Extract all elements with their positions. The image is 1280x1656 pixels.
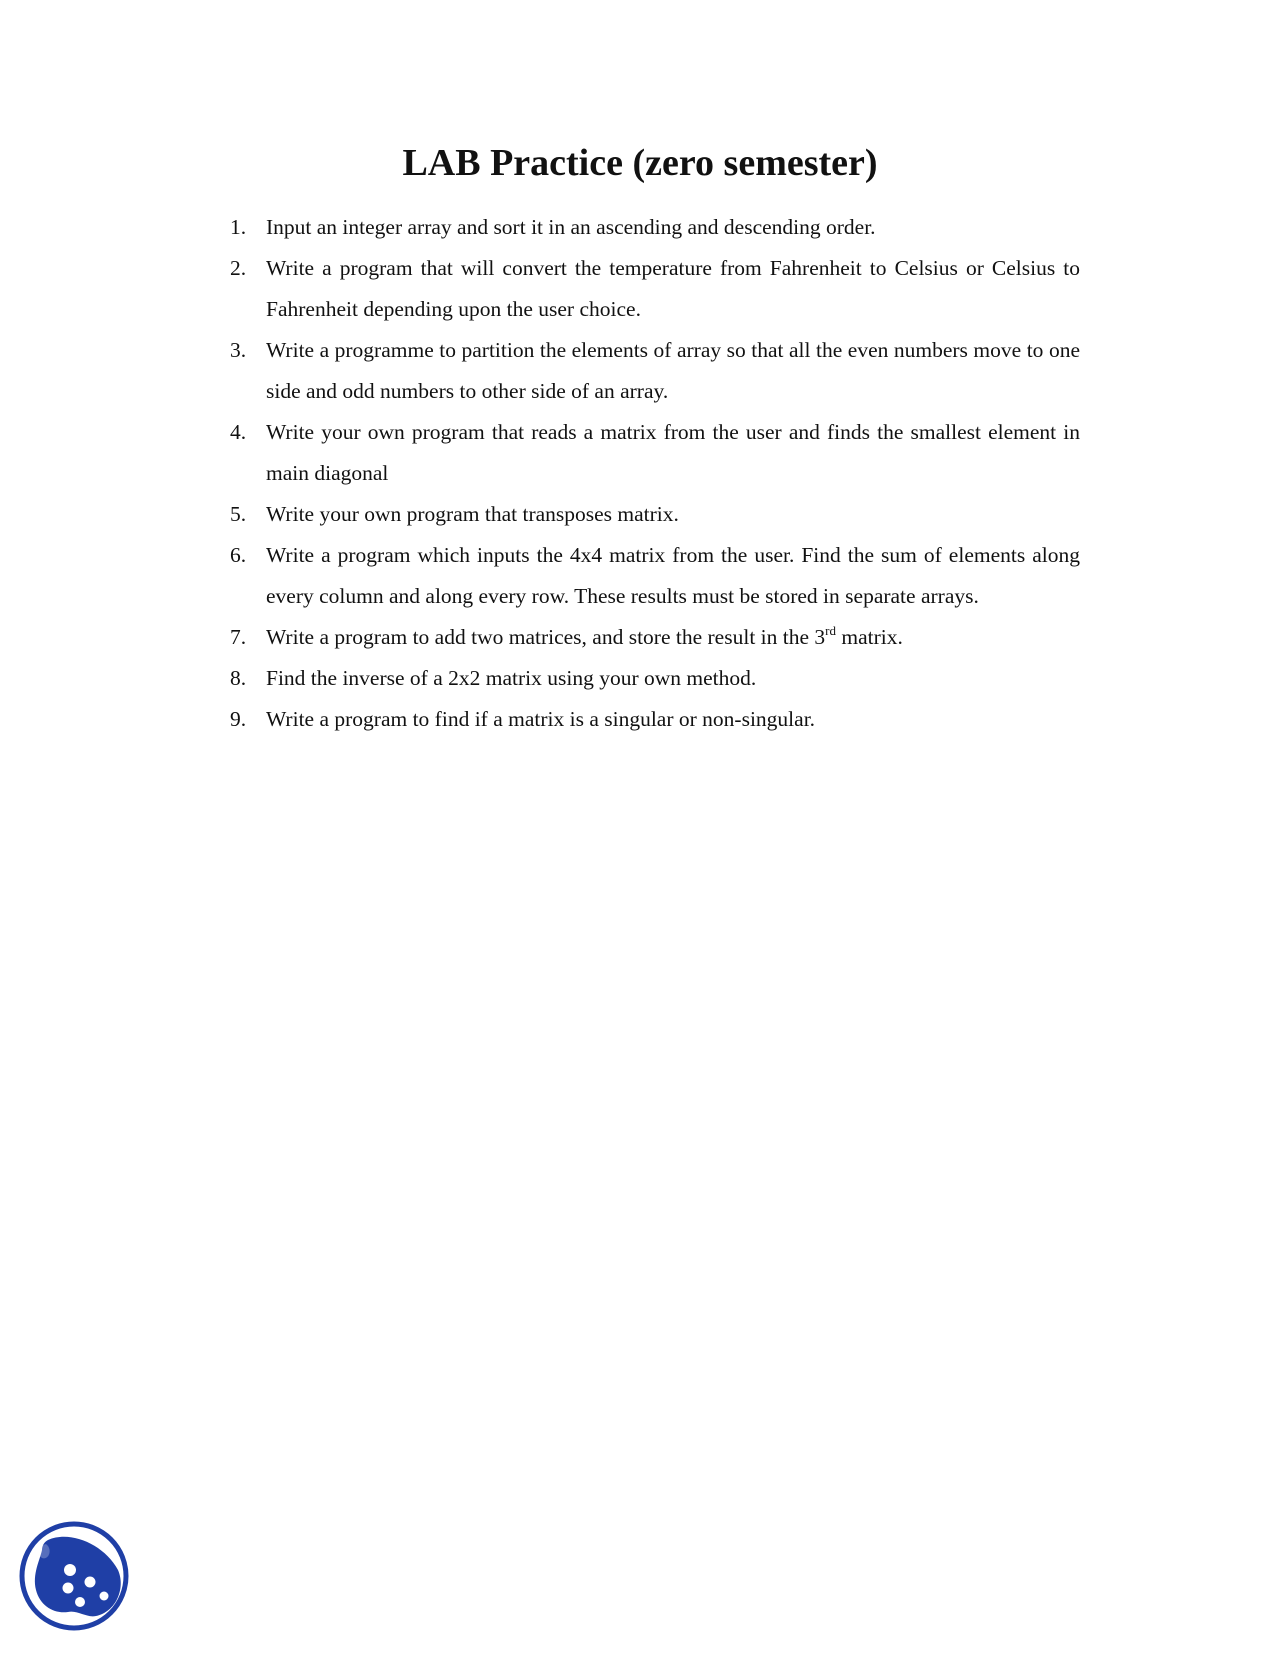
list-item-text: Find the inverse of a 2x2 matrix using your own method.: [266, 666, 757, 690]
logo-dot: [63, 1583, 74, 1594]
list-item: [230, 658, 1080, 699]
logo-dot: [85, 1577, 96, 1588]
list-item: [230, 699, 1080, 740]
list-item-text-before: Write a program to add two matrices, and store the result in the 3: [266, 625, 826, 649]
list-item-number: 7.: [230, 625, 247, 649]
palette-logo-icon: [18, 1520, 130, 1632]
task-list: [230, 207, 1080, 740]
list-item-number: 5.: [230, 502, 247, 526]
list-item-number: 9.: [230, 707, 247, 731]
list-item-text: Write a program which inputs the 4x4 matrix from the user. Find the sum of elements along every column and along every row. These results must be stored in separate arrays.: [266, 543, 1080, 608]
list-item: [230, 412, 1080, 494]
list-item-text-after: matrix.: [836, 625, 903, 649]
list-item-text: Write a program to find if a matrix is a singular or non-singular.: [266, 707, 816, 731]
list-item-number: 6.: [230, 543, 247, 567]
list-item-number: 3.: [230, 338, 247, 362]
logo-dot: [100, 1592, 109, 1601]
list-item-text: Write your own program that transposes matrix.: [266, 502, 679, 526]
page-title: LAB Practice (zero semester): [402, 142, 878, 184]
list-item: [230, 494, 1080, 535]
list-item-number: 8.: [230, 666, 247, 690]
list-item-text: Write a program that will convert the temperature from Fahrenheit to Celsius or Celsius to Fahrenheit depending upon the user choice.: [266, 256, 1080, 321]
list-item-text: Write your own program that reads a matrix from the user and finds the smallest element in main diagonal: [266, 420, 1080, 485]
list-item: [230, 617, 1080, 658]
list-item-text: Input an integer array and sort it in an ascending and descending order.: [266, 215, 876, 239]
list-item: [230, 330, 1080, 412]
list-item-text: [266, 625, 903, 649]
palette-logo-svg: [18, 1520, 130, 1632]
list-item: [230, 207, 1080, 248]
ordinal-superscript: rd: [825, 623, 837, 638]
list-item-number: 2.: [230, 256, 247, 280]
logo-dot: [75, 1597, 85, 1607]
list-item-number: 4.: [230, 420, 247, 444]
list-item: [230, 535, 1080, 617]
list-item: [230, 248, 1080, 330]
list-item-number: 1.: [230, 215, 247, 239]
logo-dot: [64, 1564, 76, 1576]
list-item-text: Write a programme to partition the elements of array so that all the even numbers move to one side and odd numbers to other side of an array.: [266, 338, 1080, 403]
